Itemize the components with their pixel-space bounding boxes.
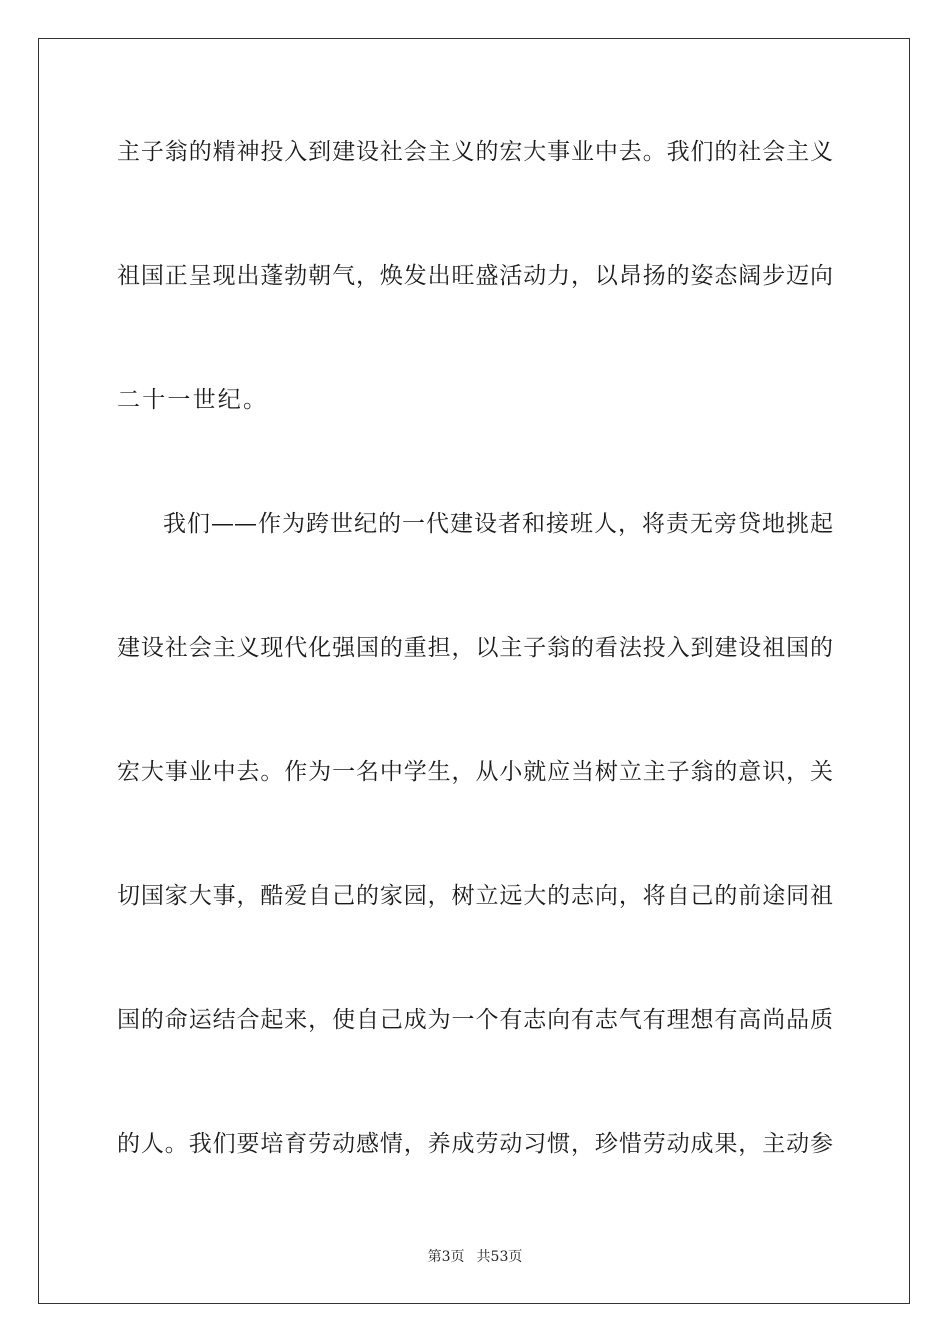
paragraph-line: 建设社会主义现代化强国的重担，以主子翁的看法投入到建设祖国的 bbox=[117, 635, 833, 661]
page-total: 共53页 bbox=[476, 1249, 523, 1265]
paragraph-line: 切国家大事，酷爱自己的家园，树立远大的志向，将自己的前途同祖 bbox=[117, 883, 833, 909]
paragraph-line: 国的命运结合起来，使自己成为一个有志向有志气有理想有高尚品质 bbox=[117, 1007, 833, 1033]
paragraph-line: 二十一世纪。 bbox=[117, 387, 269, 413]
paragraph-line: 我们——作为跨世纪的一代建设者和接班人，将责无旁贷地挑起 bbox=[163, 511, 833, 537]
paragraph-line: 祖国正呈现出蓬勃朝气，焕发出旺盛活动力，以昂扬的姿态阔步迈向 bbox=[117, 263, 833, 289]
paragraph-line: 的人。我们要培育劳动感情，养成劳动习惯，珍惜劳动成果，主动参 bbox=[117, 1131, 833, 1157]
paragraph-line: 宏大事业中去。作为一名中学生，从小就应当树立主子翁的意识，关 bbox=[117, 759, 833, 785]
page-border bbox=[38, 38, 910, 1304]
paragraph-line: 主子翁的精神投入到建设社会主义的宏大事业中去。我们的社会主义 bbox=[117, 139, 833, 165]
page-footer bbox=[0, 1248, 950, 1266]
page-number: 第3页 bbox=[427, 1249, 465, 1265]
